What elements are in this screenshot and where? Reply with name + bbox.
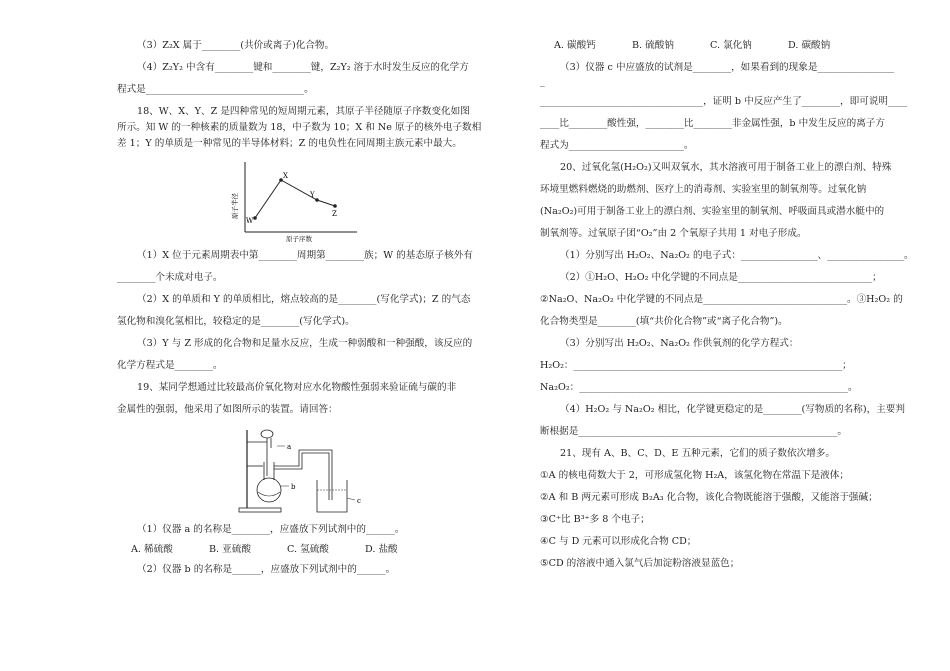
q17-4-line2: 程式是_________________________________。 — [117, 84, 314, 95]
choice-c: C. 氢硫酸 — [287, 544, 329, 555]
q20-3-h2o2: H₂O₂：________________________________________________________； — [540, 360, 852, 371]
q18-line2: 所示。知 W 的一种核素的质量数为 18，中子数为 10；X 和 Ne 原子的核外电子数相 — [117, 122, 482, 133]
q21-clue-3: ③C⁺比 B³⁺多 8 个电子； — [540, 514, 650, 525]
apparatus-label-b: b — [291, 483, 296, 491]
q20-3: （3）分别写出 H₂O₂、Na₂O₂ 作供氧剂的化学方程式： — [560, 338, 799, 349]
apparatus-label-a: a — [287, 443, 292, 451]
choice-b: B. 亚硫酸 — [209, 544, 251, 555]
q18-2-line1: （2）X 的单质和 Y 的单质相比，熔点较高的是________(写化学式)；Z 的气态 — [137, 294, 471, 305]
q19-3-line5: 程式为________________________。 — [540, 140, 694, 151]
q20-line1: 20、过氧化氢(H₂O₂)又叫双氧水，其水溶液可用于制备工业上的漂白剂、特殊 — [560, 162, 892, 173]
q20-4-line1: （4）H₂O₂ 与 Na₂O₂ 相比，化学键更稳定的是________(写物质的名称)，主要判 — [560, 404, 905, 415]
choice-a: A. 稀硫酸 — [131, 544, 173, 555]
graph-point-x: X — [283, 172, 288, 180]
graph-point-y: Y — [310, 191, 315, 199]
right-column — [540, 40, 914, 570]
q18-3-line1: （3）Y 与 Z 形成的化合物和足量水反应，生成一种弱酸和一种强酸，该反应的 — [137, 338, 473, 349]
graph-point-z: Z — [332, 210, 337, 218]
q18-1-line1: （1）X 位于元素周期表中第________周期第________族；W 的基态原子核外有 — [137, 250, 473, 261]
q19-line2: 金属性的强弱，他采用了如图所示的装置。请回答： — [117, 404, 338, 415]
apparatus-label-c: c — [357, 497, 361, 505]
choice-d: D. 碳酸钠 — [788, 40, 831, 51]
q18-1-line2: ________个未成对电子。 — [117, 272, 223, 283]
choice-b: B. 硫酸钠 — [632, 40, 674, 51]
q18-3-line2: 化学方程式是________。 — [117, 360, 223, 371]
graph-point-w: W — [246, 217, 254, 225]
q21-clue-5: ⑤CD 的溶液中通入氯气后加淀粉溶液显蓝色； — [540, 558, 740, 569]
apparatus-diagram — [237, 422, 367, 518]
q20-3-na2o2: Na₂O₂：________________________________________________________。 — [540, 382, 858, 393]
q20-2-line1: （2）①H₂O、H₂O₂ 中化学键的不同点是____________________________； — [560, 272, 882, 283]
q20-2-line2: ②Na₂O、Na₂O₂ 中化学键的不同点是______________________________。③H₂O₂ 的 — [540, 294, 903, 305]
q21-clue-2: ②A 和 B 两元素可形成 B₂A₃ 化合物，该化合物既能溶于强酸，又能溶于强碱； — [540, 492, 878, 503]
graph-x-label: 原子序数 — [286, 235, 312, 242]
left-column — [117, 40, 482, 576]
q18-line1: 18、W、X、Y、Z 是四种常见的短周期元素，其原子半径随原子序数变化如图 — [137, 106, 470, 117]
q19-line1: 19、某同学想通过比较最高价氧化物对应水化物酸性强弱来验证硫与碳的非 — [137, 382, 457, 393]
q21-clue-4: ④C 与 D 元素可以形成化合物 CD； — [540, 536, 697, 547]
q19-3-line2: _ — [540, 76, 545, 87]
q19-1: （1）仪器 a 的名称是________，应盛放下列试剂中的______。 — [137, 524, 405, 535]
q20-2-line3: 化合物类型是________(填“共价化合物”或“离子化合物”)。 — [540, 316, 788, 327]
q20-line4: 制氧剂等。过氧原子团“O₂”由 2 个氧原子共用 1 对电子形成。 — [540, 228, 807, 239]
q19-2: （2）仪器 b 的名称是______，应盛放下列试剂中的______。 — [137, 564, 396, 575]
q17-3: （3）Z₂X 属于________(共价或离子)化合物。 — [137, 40, 335, 51]
q18-2-line2: 氢化物和溴化氢相比，较稳定的是________(写化学式)。 — [117, 316, 355, 327]
q21-intro: 21、现有 A、B、C、D、E 五种元素，它们的质子数依次增多。 — [560, 448, 835, 459]
q19-3-line3: __________________________________，证明 b 中反应产生了________，即可说明____ — [540, 96, 908, 107]
graph-y-label: 原子半径 — [231, 193, 239, 219]
q19-2-choices — [540, 40, 890, 52]
choice-a: A. 碳酸钙 — [554, 40, 596, 51]
q19-3-line4: ____比________酸性强，________比________非金属性强，b 中发生反应的离子方 — [540, 118, 885, 129]
q18-line3: 差 1；Y 的单质是一种常见的半导体材料；Z 的电负性在同周期主族元素中最大。 — [117, 138, 462, 149]
q19-1-choices — [117, 544, 472, 556]
atomic-radius-graph — [229, 158, 359, 242]
choice-c: C. 氯化钠 — [710, 40, 752, 51]
q20-1: （1）分别写出 H₂O₂、Na₂O₂ 的电子式：________________、________________。 — [560, 250, 914, 261]
q20-line3: (Na₂O₂)可用于制备工业上的漂白剂、实验室里的制氧剂、呼吸面具或潜水艇中的 — [540, 206, 885, 217]
q20-line2: 环境里燃料燃烧的助燃剂、医疗上的消毒剂、实验室里的制氧剂等。过氧化钠 — [540, 184, 867, 195]
choice-d: D. 盐酸 — [365, 544, 398, 555]
q21-clue-1: ①A 的核电荷数大于 2，可形成氢化物 H₂A，该氢化物在常温下是液体； — [540, 470, 849, 481]
q19-3-line1: （3）仪器 c 中应盛放的试剂是________，如果看到的现象是________________ — [560, 62, 895, 73]
q20-4-line2: 断根据是______________________________________________________。 — [540, 426, 847, 437]
q17-4-line1: （4）Z₂Y₂ 中含有________键和________键，Z₂Y₂ 溶于水时发生反应的化学方 — [137, 62, 469, 73]
